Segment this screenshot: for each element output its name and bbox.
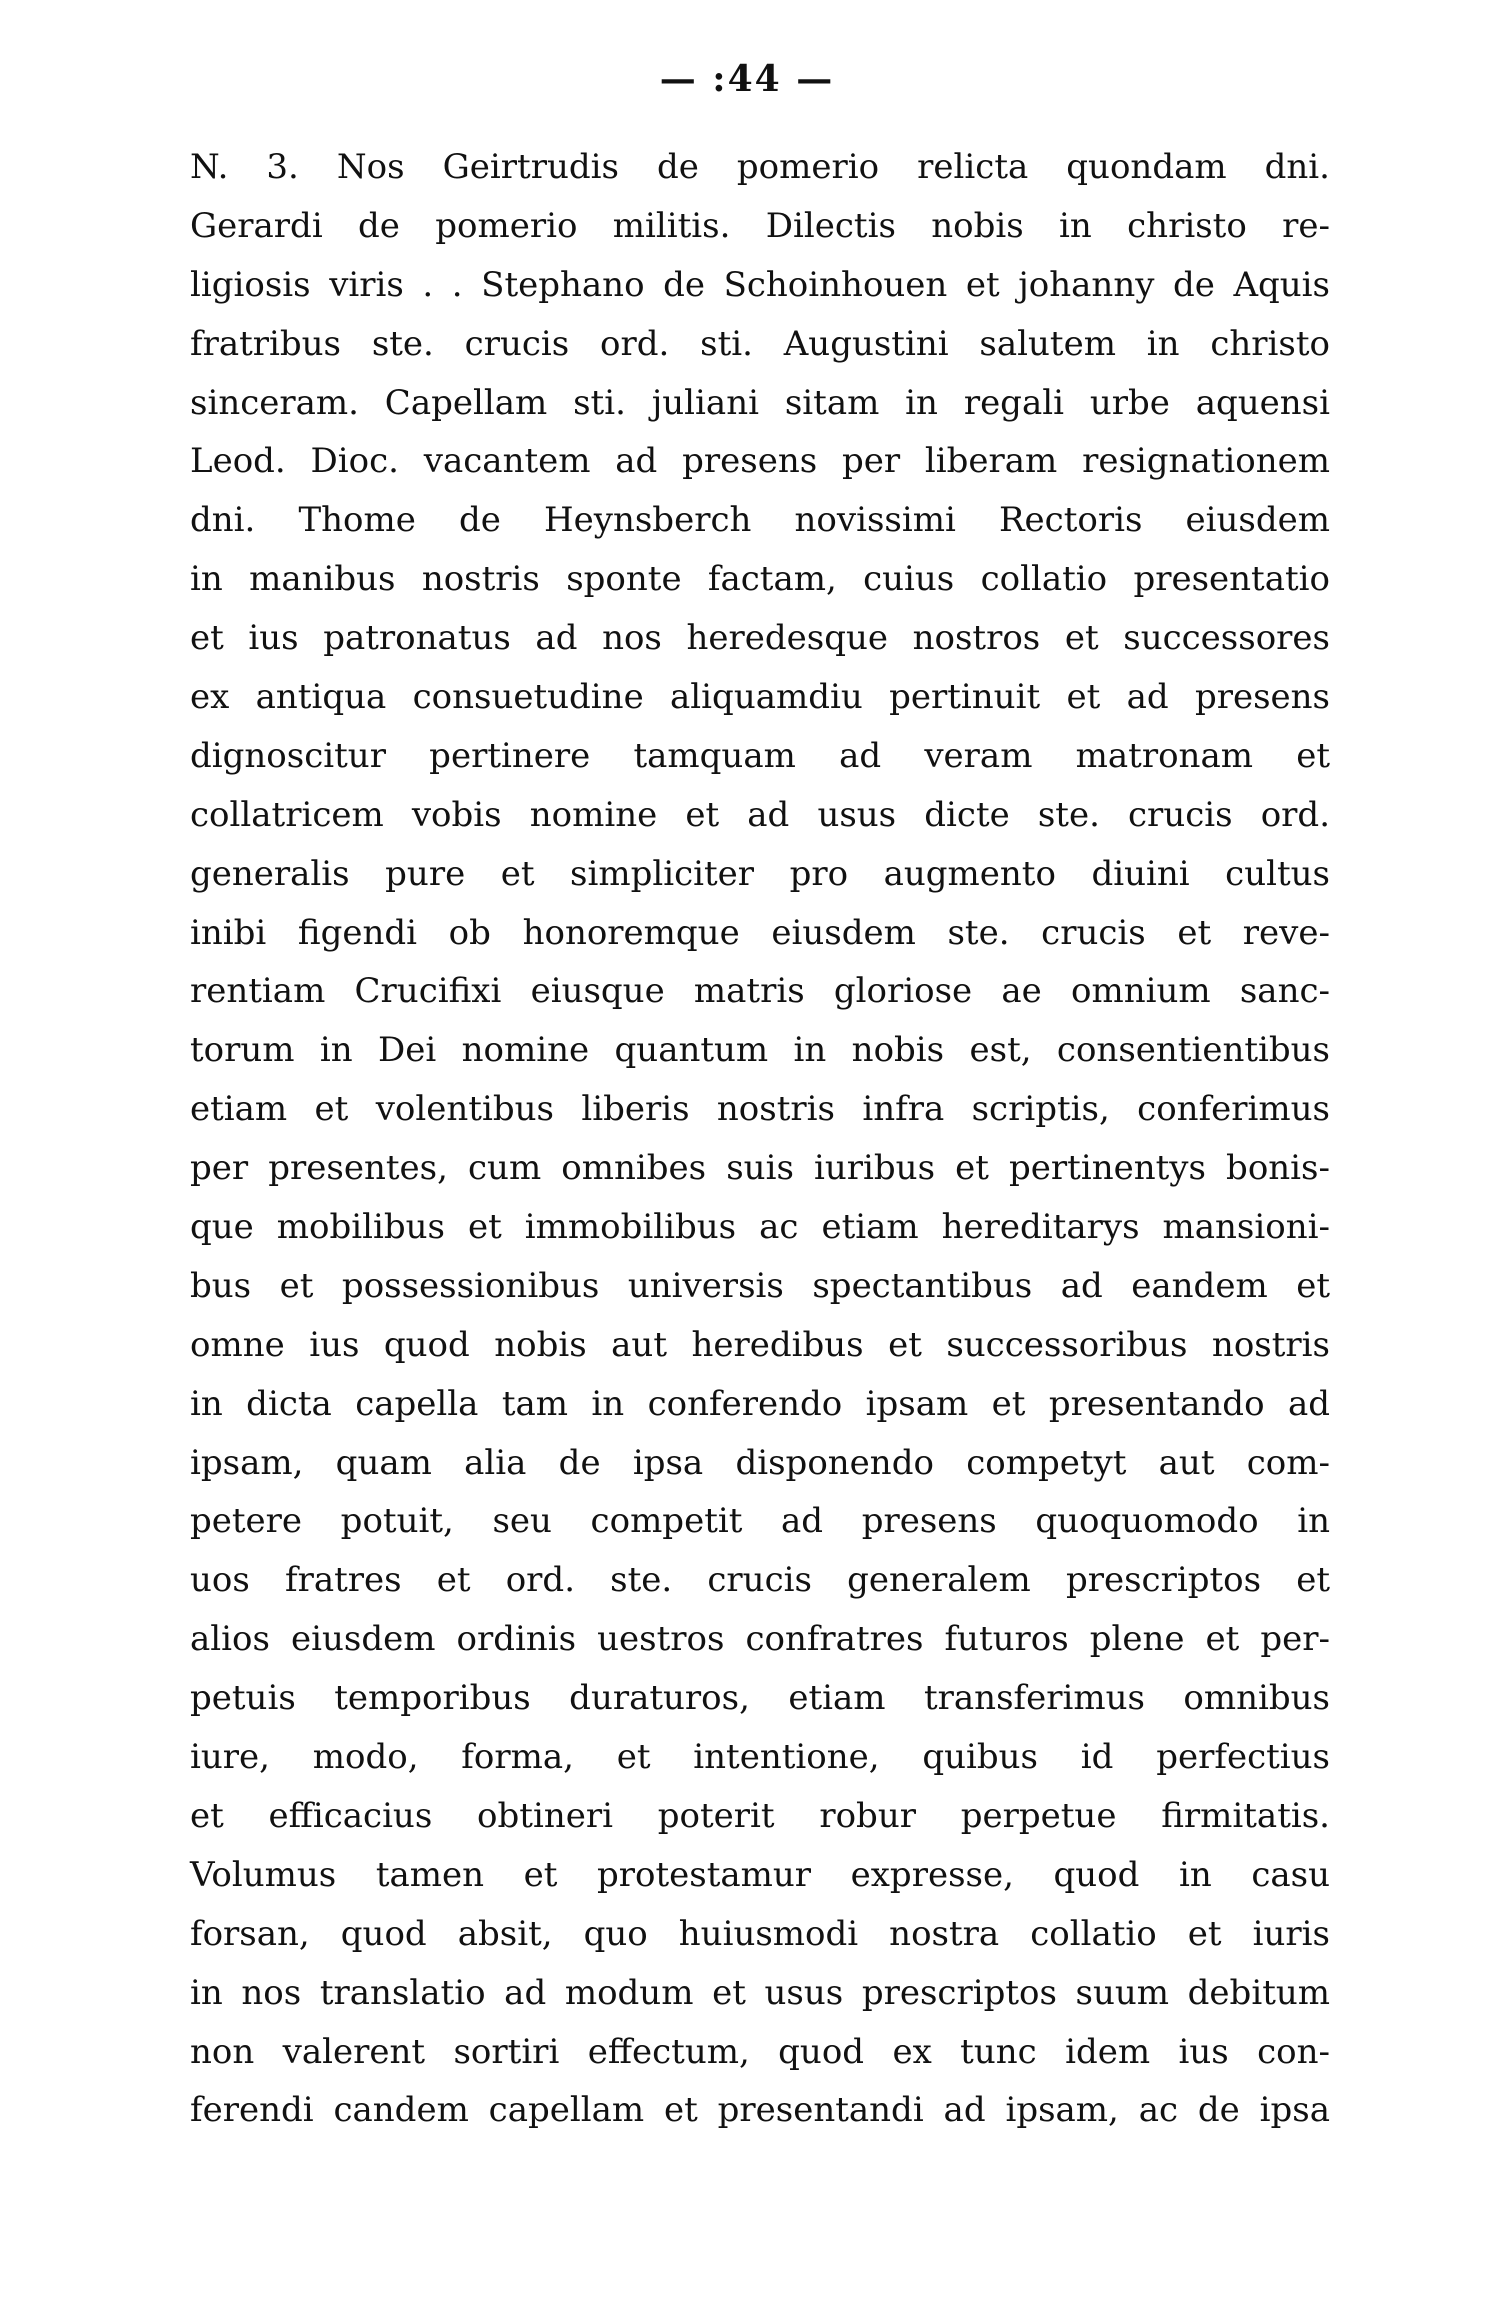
text-line: non valerent sortiri effectum, quod ex tunc idem ius con- bbox=[190, 2031, 1330, 2072]
text-line: ligiosis viris . . Stephano de Schoinhouen et johanny de Aquis bbox=[190, 264, 1330, 305]
text-line: rentiam Crucifixi eiusque matris gloriose ae omnium sanc- bbox=[190, 971, 1330, 1012]
text-line: omne ius quod nobis aut heredibus et successoribus nostris bbox=[190, 1324, 1330, 1365]
text-line: petuis temporibus duraturos, etiam transferimus omnibus bbox=[190, 1678, 1330, 1719]
body-text bbox=[190, 138, 1330, 2140]
text-line: bus et possessionibus universis spectantibus ad eandem et bbox=[190, 1265, 1330, 1306]
text-line: generalis pure et simpliciter pro augmento diuini cultus bbox=[190, 853, 1330, 894]
text-line: petere potuit, seu competit ad presens quoquomodo in bbox=[190, 1501, 1330, 1542]
text-line: fratribus ste. crucis ord. sti. Augustini salutem in christo bbox=[190, 323, 1330, 364]
text-line: uos fratres et ord. ste. crucis generalem prescriptos et bbox=[190, 1560, 1330, 1601]
text-line: Volumus tamen et protestamur expresse, quod in casu bbox=[190, 1854, 1330, 1895]
text-line: torum in Dei nomine quantum in nobis est, consentientibus bbox=[190, 1030, 1330, 1071]
text-line: ferendi candem capellam et presentandi ad ipsam, ac de ipsa bbox=[190, 2090, 1330, 2131]
text-line: in nos translatio ad modum et usus prescriptos suum debitum bbox=[190, 1972, 1330, 2013]
text-line: sinceram. Capellam sti. juliani sitam in regali urbe aquensi bbox=[190, 382, 1330, 423]
text-line: forsan, quod absit, quo huiusmodi nostra collatio et iuris bbox=[190, 1913, 1330, 1954]
page-number: — :44 — bbox=[659, 58, 835, 100]
text-line: dignoscitur pertinere tamquam ad veram matronam et bbox=[190, 735, 1330, 776]
text-line: Leod. Dioc. vacantem ad presens per liberam resignationem bbox=[190, 441, 1330, 482]
text-line: ipsam, quam alia de ipsa disponendo competyt aut com- bbox=[190, 1442, 1330, 1483]
text-line: in manibus nostris sponte factam, cuius collatio presentatio bbox=[190, 559, 1330, 600]
text-line: alios eiusdem ordinis uestros confratres futuros plene et per- bbox=[190, 1619, 1330, 1660]
text-line: N. 3. Nos Geirtrudis de pomerio relicta quondam dni. bbox=[190, 147, 1330, 187]
text-line: et ius patronatus ad nos heredesque nostros et successores bbox=[190, 618, 1330, 659]
text-line: inibi figendi ob honoremque eiusdem ste. crucis et reve- bbox=[190, 912, 1330, 953]
text-line: ex antiqua consuetudine aliquamdiu pertinuit et ad presens bbox=[190, 677, 1330, 718]
text-line: et efficacius obtineri poterit robur perpetue firmitatis. bbox=[190, 1795, 1330, 1836]
text-line: dni. Thome de Heynsberch novissimi Rectoris eiusdem bbox=[190, 500, 1330, 541]
text-line: que mobilibus et immobilibus ac etiam hereditarys mansioni- bbox=[190, 1207, 1330, 1248]
text-line: in dicta capella tam in conferendo ipsam et presentando ad bbox=[190, 1383, 1330, 1424]
text-line: iure, modo, forma, et intentione, quibus id perfectius bbox=[190, 1737, 1330, 1778]
text-line: etiam et volentibus liberis nostris infra scriptis, conferimus bbox=[190, 1089, 1330, 1130]
text-line: Gerardi de pomerio militis. Dilectis nobis in christo re- bbox=[190, 205, 1330, 246]
text-line: per presentes, cum omnibes suis iuribus et pertinentys bonis- bbox=[190, 1148, 1330, 1189]
text-line: collatricem vobis nomine et ad usus dicte ste. crucis ord. bbox=[190, 794, 1330, 835]
